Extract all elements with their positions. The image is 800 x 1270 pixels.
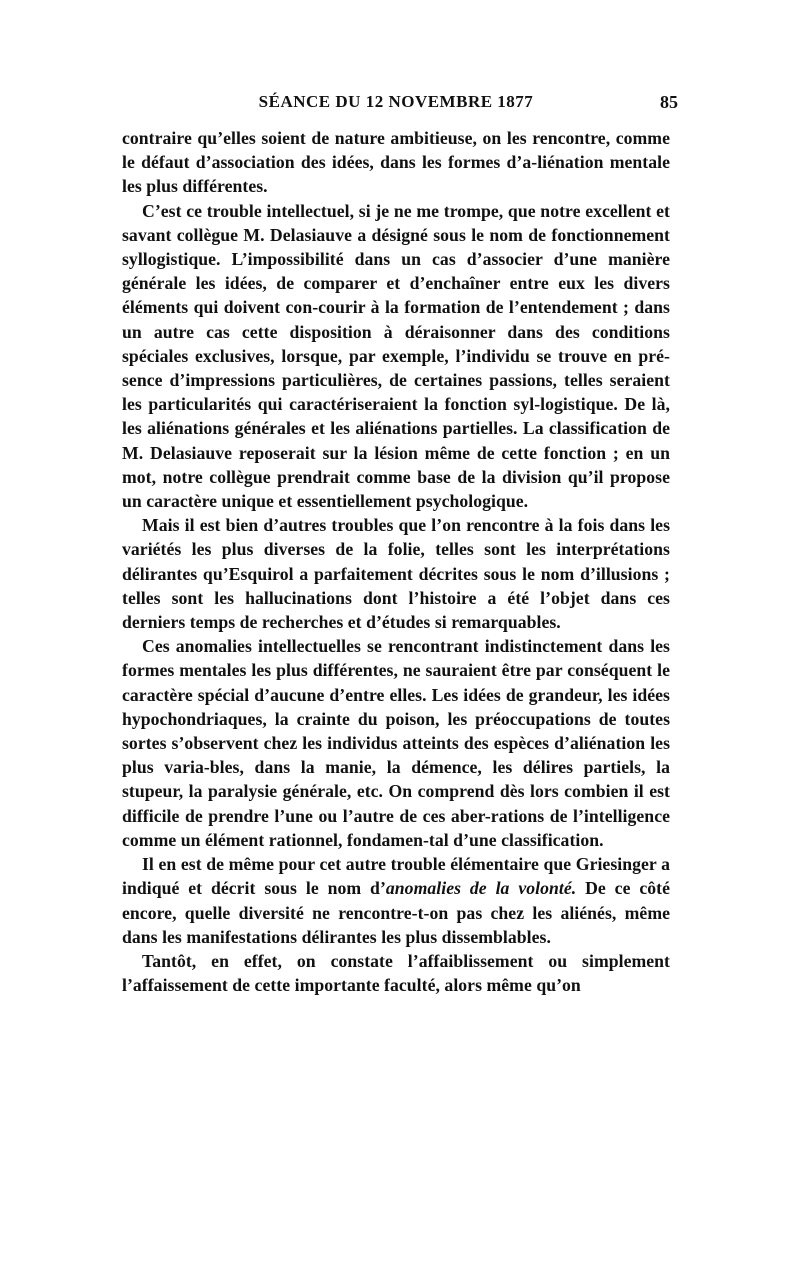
paragraph: C’est ce trouble intellectuel, si je ne me trompe, que notre excellent et savant collègue M. Delasiauve a désigné sous le nom de fonctionnement syllogistique. L’impossibilité dans un cas d’associer d’une manière générale les idées, de comparer et d’enchaîner entre eux les divers éléments qui doivent con-courir à la formation de l’entendement ; dans un autre cas cette disposition à déraisonner dans des conditions spéciales exclusives, lorsque, par exemple, l’individu se trouve en pré-sence d’impressions particulières, de certaines passions, telles seraient les particularités qui caractériseraient la fonction syl-logistique. De là, les aliénations générales et les aliénations partielles. La classification de M. Delasiauve reposerait sur la lésion même de cette fonction ; en un mot, notre collègue prendrait comme base de la division qu’il propose un caractère unique et essentiellement psychologique. [122, 200, 670, 512]
paragraph: Tantôt, en effet, on constate l’affaiblissement ou simplement l’affaissement de cette importante faculté, alors même qu’on [122, 950, 670, 996]
page-number: 85 [660, 92, 678, 112]
running-head [122, 92, 678, 118]
paragraph [122, 852, 670, 949]
paragraph: Ces anomalies intellectuelles se rencontrant indistinctement dans les formes mentales les plus différentes, ne sauraient être par conséquent le caractère spécial d’aucune d’entre elles. Les idées de grandeur, les idées hypochondriaques, la crainte du poison, les préoccupations de toutes sortes s’observent chez les individus atteints des espèces d’aliénation les plus varia-bles, dans la manie, la démence, les délires partiels, la stupeur, la paralysie générale, etc. On comprend dès lors combien il est difficile de prendre l’une ou l’autre de ces aber-rations de l’intelligence comme un élément rationnel, fondamen-tal d’une classification. [122, 636, 670, 850]
paragraph: contraire qu’elles soient de nature ambitieuse, on les rencontre, comme le défaut d’association des idées, dans les formes d’a-liénation mentale les plus différentes. [122, 128, 670, 197]
paragraph: Mais il est bien d’autres troubles que l’on rencontre à la fois dans les variétés les plus diverses de la folie, telles sont les interprétations délirantes qu’Esquirol a parfaitement décrites sous le nom d’illusions ; telles sont les hallucinations dont l’histoire a été l’objet dans ces derniers temps de recherches et d’études si remarquables. [122, 515, 670, 633]
paragraph-text: De ce côté encore, quelle diversité ne rencontre-t-on pas chez les aliénés, même dans les manifestations délirantes les plus dissemblables. [122, 878, 670, 947]
italic-term: anomalies de la volonté. [385, 878, 577, 899]
running-head-title: SÉANCE DU 12 NOVEMBRE 1877 [258, 92, 534, 111]
paragraph-text: Il en est de même pour cet autre trouble élémentaire que Griesinger a indiqué et décrit sous le nom d’ [122, 854, 670, 899]
text-body [122, 126, 670, 997]
